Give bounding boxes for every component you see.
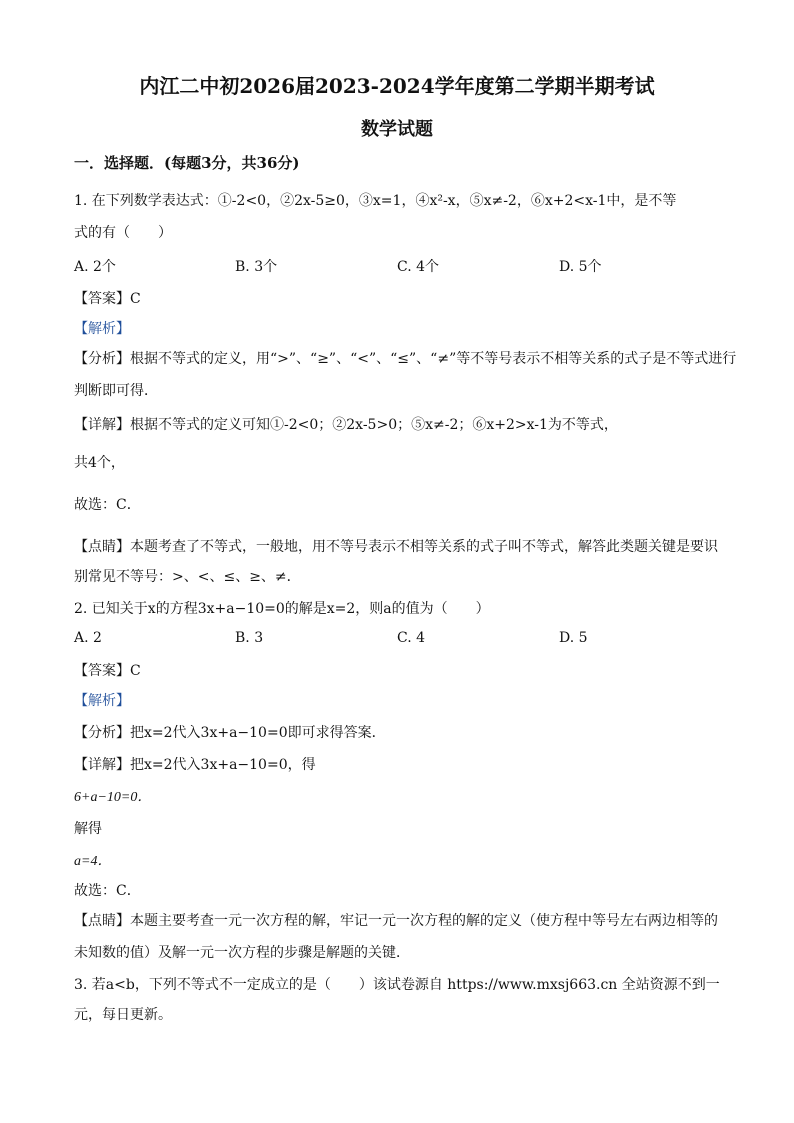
q1-stem-line1: 1. 在下列数学表达式：①-2<0，②2x-5≥0，③x=1，④x²-x，⑤x≠-2，⑥x+2<x-1中，是不等 (74, 193, 677, 209)
q3-stem-line1: 3. 若a<b，下列不等式不一定成立的是（ ）该试卷源自 https://www.mxsj663.cn 全站资源不到一 (74, 977, 720, 993)
q2-option-d: D. 5 (559, 630, 588, 646)
q2-fenxi: 【分析】把x=2代入3x+a−10=0即可求得答案． (74, 725, 386, 741)
q1-option-a: A. 2个 (74, 259, 116, 275)
q2-answer: 【答案】C (74, 663, 141, 679)
q1-option-b: B. 3个 (235, 259, 278, 275)
q1-total: 共4个， (74, 455, 125, 471)
q1-dianjing-line1: 【点睛】本题考查了不等式，一般地，用不等号表示不相等关系的式子叫不等式，解答此类题关键是要识 (74, 539, 718, 555)
q1-xiangjie: 【详解】根据不等式的定义可知①-2<0；②2x-5>0；⑤x≠-2；⑥x+2>x-1为不等式， (74, 417, 618, 433)
q1-analysis-label: 【解析】 (74, 321, 130, 337)
q2-dianjing-line2: 未知数的值）及解一元一次方程的步骤是解题的关键． (74, 945, 410, 961)
q2-choose: 故选：C． (74, 883, 141, 899)
section-heading: 一．选择题．(每题3分，共36分) (74, 154, 300, 172)
q1-stem-line2: 式的有（ ） (74, 225, 172, 241)
q2-equation-1: 6+a−10=0． (74, 790, 152, 805)
q1-option-c: C. 4个 (397, 259, 440, 275)
q2-analysis-label: 【解析】 (74, 693, 130, 709)
q2-option-a: A. 2 (74, 630, 102, 646)
q2-xiangjie: 【详解】把x=2代入3x+a−10=0，得 (74, 757, 316, 773)
q1-choose: 故选：C． (74, 497, 141, 513)
q1-dianjing-line2: 别常见不等号：>、<、≤、≥、≠． (74, 569, 301, 585)
q2-option-c: C. 4 (397, 630, 426, 646)
q1-answer: 【答案】C (74, 291, 141, 307)
q3-stem-line2: 元，每日更新。 (74, 1007, 172, 1023)
exam-title: 内江二中初2026届2023-2024学年度第二学期半期考试 (139, 74, 655, 98)
q1-fenxi-line2: 判断即可得． (74, 383, 158, 399)
q1-fenxi-line1: 【分析】根据不等式的定义，用“>”、“≥”、“<”、“≤”、“≠”等不等号表示不相等关系的式子是不等式进行 (74, 351, 737, 367)
exam-subtitle: 数学试题 (361, 119, 433, 140)
q2-option-b: B. 3 (235, 630, 264, 646)
q1-option-d: D. 5个 (559, 259, 602, 275)
q2-stem: 2. 已知关于x的方程3x+a−10=0的解是x=2，则a的值为（ ） (74, 601, 490, 617)
q2-solve-label: 解得 (74, 821, 102, 837)
q2-equation-2: a=4． (74, 854, 112, 869)
q2-dianjing-line1: 【点睛】本题主要考查一元一次方程的解，牢记一元一次方程的解的定义（使方程中等号左右两边相等的 (74, 913, 718, 929)
